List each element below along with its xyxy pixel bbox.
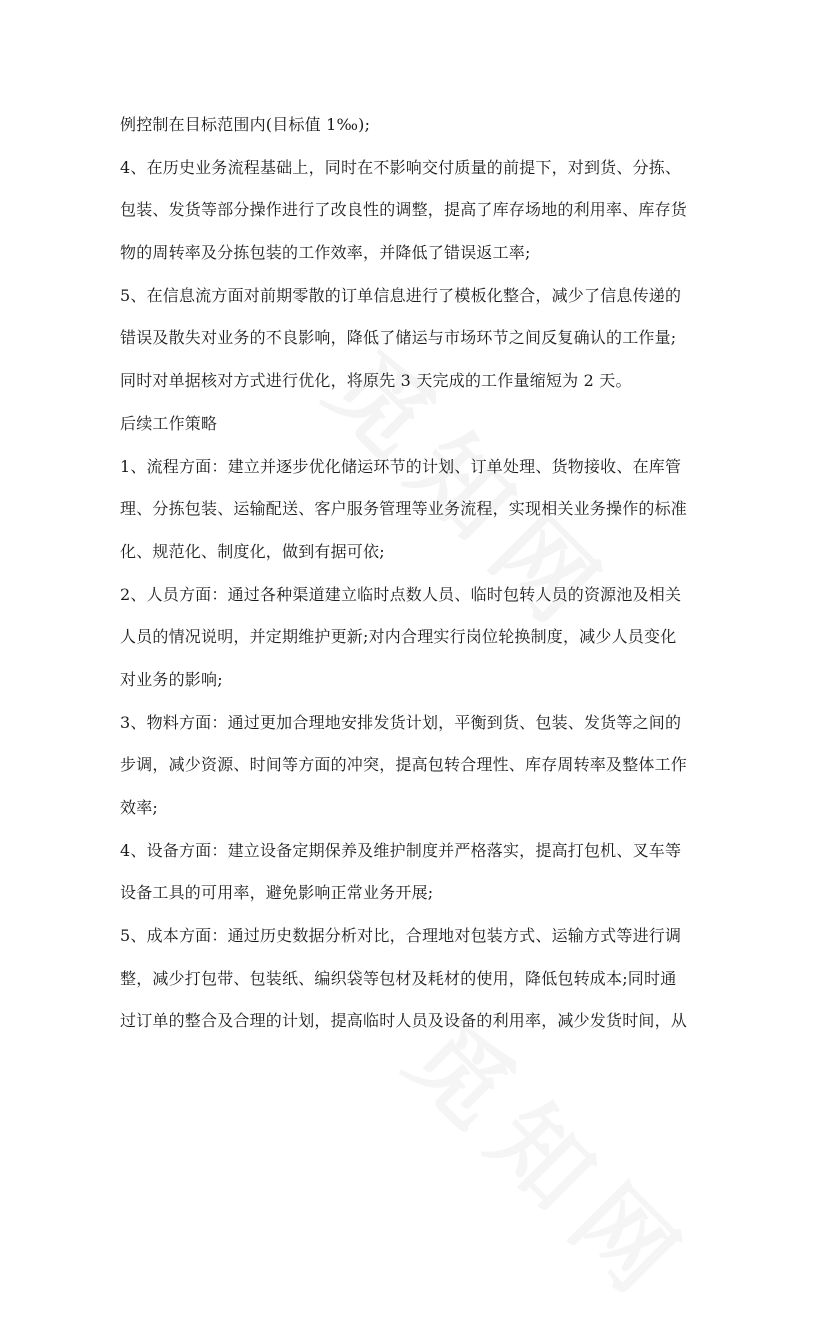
text-line: 步调，减少资源、时间等方面的冲突，提高包转合理性、库存周转率及整体工作 bbox=[120, 755, 688, 775]
text-line: 整，减少打包带、包装纸、编织袋等包材及耗材的使用，降低包转成本;同时通 bbox=[120, 968, 677, 988]
text-line: 3、物料方面：通过更加合理地安排发货计划，平衡到货、包装、发货等之间的 bbox=[120, 712, 682, 732]
text-line: 对业务的影响; bbox=[120, 669, 223, 689]
text-line: 5、成本方面：通过历史数据分析对比，合理地对包装方式、运输方式等进行调 bbox=[120, 926, 682, 946]
text-line: 过订单的整合及合理的计划，提高临时人员及设备的利用率，减少发货时间，从 bbox=[120, 1011, 688, 1031]
document-body bbox=[120, 104, 710, 1043]
text-line: 同时对单据核对方式进行优化，将原先 3 天完成的工作量缩短为 2 天。 bbox=[120, 371, 632, 391]
text-line: 2、人员方面：通过各种渠道建立临时点数人员、临时包转人员的资源池及相关 bbox=[120, 584, 682, 604]
text-line: 理、分拣包装、运输配送、客户服务管理等业务流程，实现相关业务操作的标准 bbox=[120, 499, 688, 519]
text-line: 1、流程方面：建立并逐步优化储运环节的计划、订单处理、货物接收、在库管 bbox=[120, 456, 682, 476]
text-line: 错误及散失对业务的不良影响，降低了储运与市场环节之间反复确认的工作量; bbox=[120, 328, 677, 348]
text-line: 物的周转率及分拣包装的工作效率，并降低了错误返工率; bbox=[120, 243, 531, 263]
text-line: 包装、发货等部分操作进行了改良性的调整，提高了库存场地的利用率、库存货 bbox=[120, 200, 688, 220]
text-line: 例控制在目标范围内(目标值 1‰); bbox=[120, 115, 371, 134]
text-line: 效率; bbox=[120, 798, 158, 817]
text-line: 4、设备方面：建立设备定期保养及维护制度并严格落实，提高打包机、叉车等 bbox=[120, 840, 682, 860]
text-line: 化、规范化、制度化，做到有据可依; bbox=[120, 541, 385, 561]
text-line: 设备工具的可用率，避免影响正常业务开展; bbox=[120, 883, 434, 903]
text-line: 4、在历史业务流程基础上，同时在不影响交付质量的前提下，对到货、分拣、 bbox=[120, 157, 682, 177]
text-line: 5、在信息流方面对前期零散的订单信息进行了模板化整合，减少了信息传递的 bbox=[120, 285, 682, 305]
section-heading: 后续工作策略 bbox=[120, 413, 218, 433]
text-line: 人员的情况说明，并定期维护更新;对内合理实行岗位轮换制度，减少人员变化 bbox=[120, 627, 677, 647]
